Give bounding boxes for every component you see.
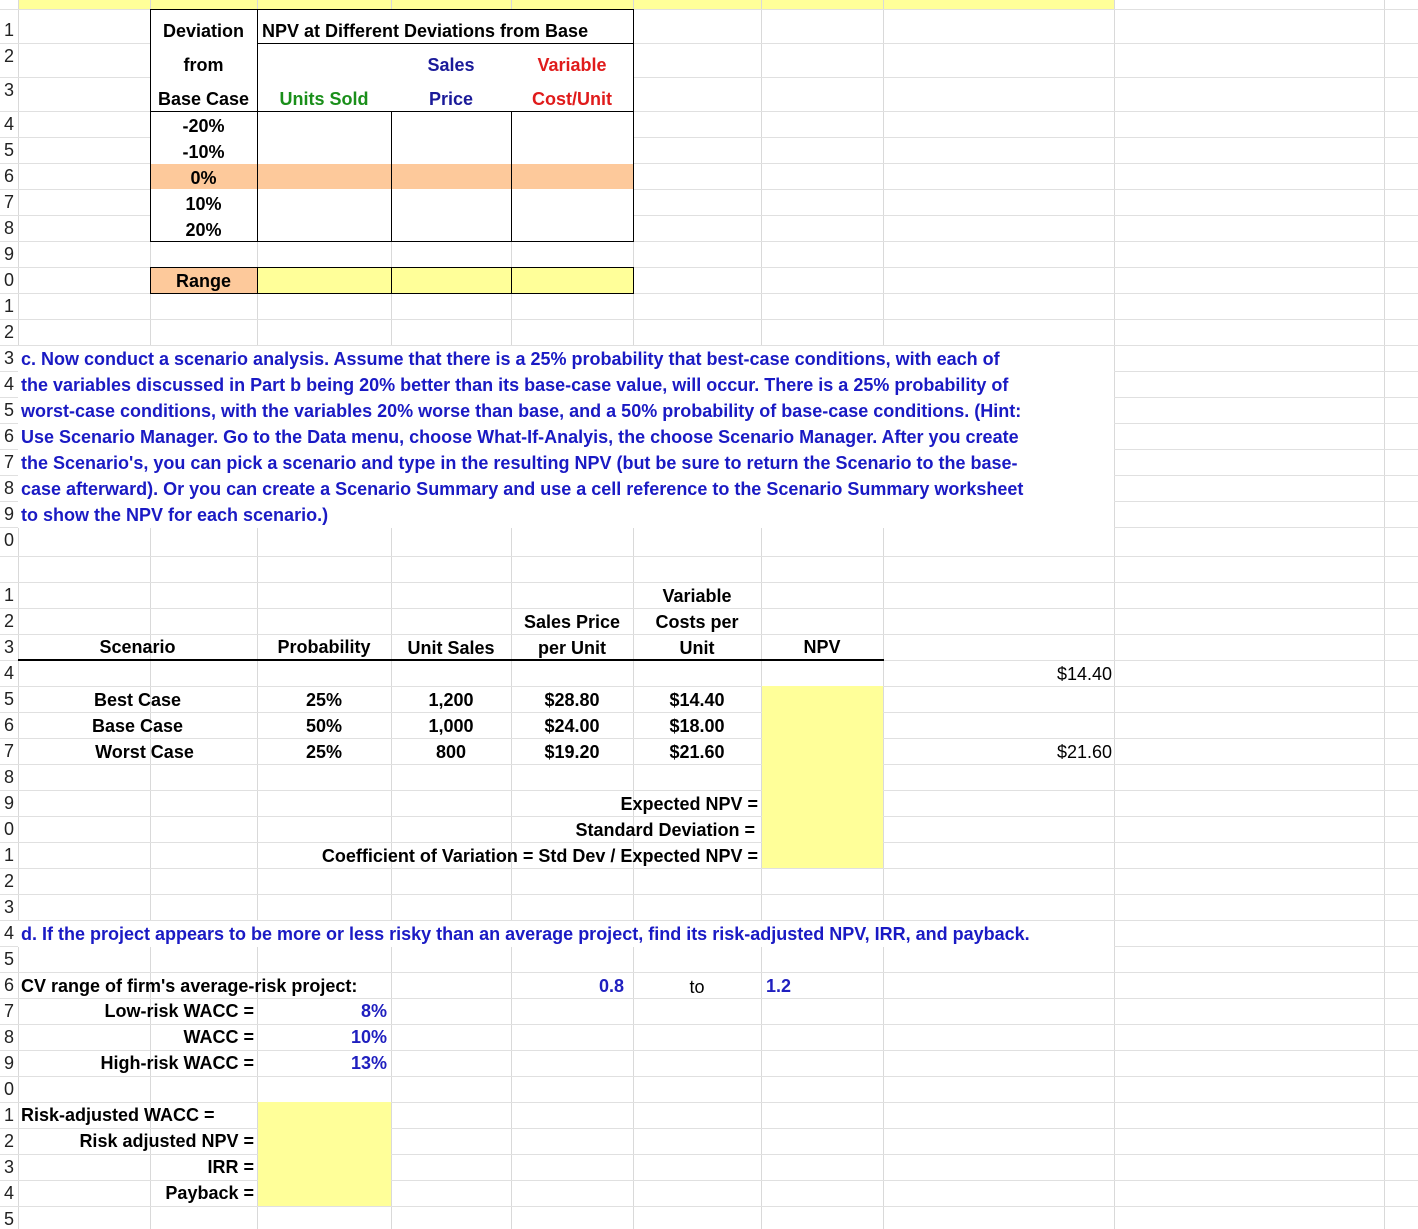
scenario-header-underline (18, 659, 884, 661)
sales-price-header-2: Price (428, 89, 474, 109)
npv-input-cells[interactable] (762, 686, 883, 868)
risk-adjusted-npv-label: Risk adjusted NPV = (79, 1131, 254, 1151)
scenario-unit-sales: 1,000 (428, 716, 474, 736)
row-number[interactable]: 3 (3, 348, 14, 368)
row-number[interactable]: 5 (3, 140, 14, 160)
side-value-2: $21.60 (1056, 742, 1112, 762)
row-line (0, 790, 1418, 791)
row-number[interactable]: 2 (3, 1131, 14, 1151)
row-number[interactable]: 1 (3, 1105, 14, 1125)
cv-range-label: CV range of firm's average-risk project: (21, 976, 358, 996)
row-line (0, 1076, 1418, 1077)
low-risk-wacc-value: 8% (360, 1001, 387, 1021)
scenario-unit-sales: 800 (435, 742, 467, 762)
top-highlight-row (18, 0, 1114, 9)
part-c-line: to show the NPV for each scenario.) (21, 505, 329, 525)
row-number[interactable]: 7 (3, 452, 14, 472)
row-number[interactable]: 5 (3, 400, 14, 420)
scenario-unit-sales: 1,200 (428, 690, 474, 710)
deviation-header-2: from (183, 55, 224, 75)
high-risk-wacc-value: 13% (350, 1053, 387, 1073)
variable-costs-header-2: Costs per (655, 612, 739, 632)
row-number[interactable]: 6 (3, 975, 14, 995)
row-number[interactable]: 1 (3, 845, 14, 865)
row-line (0, 842, 1418, 843)
row-number[interactable]: 8 (3, 478, 14, 498)
row-number[interactable]: 4 (3, 114, 14, 134)
part-c-line: c. Now conduct a scenario analysis. Assume that there is a 25% probability that best-case conditions, with each of (21, 349, 1000, 369)
deviation-header-3: Base Case (157, 89, 250, 109)
row-number[interactable]: 3 (3, 897, 14, 917)
payback-label: Payback = (165, 1183, 254, 1203)
irr-label: IRR = (207, 1157, 254, 1177)
deviation-value: 10% (185, 194, 222, 214)
row-line (0, 1024, 1418, 1025)
row-number[interactable]: 3 (3, 80, 14, 100)
row-line (0, 1154, 1418, 1155)
scenario-probability: 25% (305, 690, 343, 710)
column-line (1114, 0, 1115, 1229)
range-cell-price[interactable] (391, 267, 511, 293)
cv-to: to (689, 977, 705, 997)
unit-sales-header: Unit Sales (407, 638, 495, 658)
variable-costs-header-1: Variable (662, 586, 732, 606)
sales-price-unit-header-1: Sales Price (523, 612, 621, 632)
risk-adjusted-input-cells[interactable] (258, 1102, 391, 1206)
sales-price-unit-header-2: per Unit (537, 638, 606, 658)
row-number[interactable]: 3 (3, 1157, 14, 1177)
row-line (0, 738, 1418, 739)
row-line (0, 894, 1418, 895)
row-number[interactable]: 8 (3, 767, 14, 787)
scenario-name: Best Case (93, 690, 182, 710)
row-number[interactable]: 6 (3, 715, 14, 735)
part-c-line: Use Scenario Manager. Go to the Data menu, choose What-If-Analyis, the choose Scenario Manager. After you create (21, 427, 1019, 447)
row-number[interactable]: 2 (3, 46, 14, 66)
row-number[interactable]: 4 (3, 923, 14, 943)
row-number[interactable]: 5 (3, 949, 14, 969)
row-line (0, 1180, 1418, 1181)
low-risk-wacc-label: Low-risk WACC = (104, 1001, 254, 1021)
part-c-line: case afterward). Or you can create a Scenario Summary and use a cell reference to the Scenario Summary worksheet (21, 479, 1024, 499)
row-line (0, 608, 1418, 609)
row-number[interactable]: 9 (3, 504, 14, 524)
sensitivity-title: NPV at Different Deviations from Base (262, 21, 589, 41)
probability-header: Probability (277, 637, 371, 657)
scenario-vcost: $18.00 (669, 716, 725, 736)
row-number[interactable]: 0 (3, 819, 14, 839)
row-number[interactable]: 9 (3, 1053, 14, 1073)
cv-low: 0.8 (598, 976, 624, 996)
row-number[interactable]: 6 (3, 166, 14, 186)
std-dev-label: Standard Deviation = (575, 820, 755, 840)
row-line (0, 712, 1418, 713)
variable-costs-header-3: Unit (679, 638, 715, 658)
row-line (0, 1102, 1418, 1103)
column-line (883, 0, 884, 1229)
column-line (1384, 0, 1385, 1229)
row-number[interactable]: 7 (3, 1001, 14, 1021)
row-number[interactable]: 1 (3, 296, 14, 316)
deviation-value: 20% (185, 220, 222, 240)
row-line (0, 998, 1418, 999)
row-line (0, 686, 1418, 687)
deviation-value: 0% (190, 168, 217, 188)
column-line (761, 0, 762, 1229)
deviation-header-1: Deviation (162, 21, 245, 41)
deviation-value: -20% (182, 116, 225, 136)
row-number[interactable]: 4 (3, 663, 14, 683)
range-label: Range (175, 271, 231, 291)
row-number[interactable]: 8 (3, 218, 14, 238)
scenario-vcost: $21.60 (669, 742, 725, 762)
part-c-line: worst-case conditions, with the variables 20% worse than base, and a 50% probability of base-case conditions. (Hint: (21, 401, 1022, 421)
scenario-price: $19.20 (544, 742, 600, 762)
row-line (0, 972, 1418, 973)
row-number[interactable]: 1 (3, 20, 14, 40)
row-line (0, 816, 1418, 817)
row-number[interactable]: 0 (3, 530, 14, 550)
row-number[interactable]: 4 (3, 374, 14, 394)
row-number[interactable]: 0 (3, 1079, 14, 1099)
row-line (0, 582, 1418, 583)
row-number[interactable]: 1 (3, 585, 14, 605)
row-number[interactable]: 2 (3, 611, 14, 631)
row-line (0, 634, 1418, 635)
range-cell-units[interactable] (257, 267, 391, 293)
row-number[interactable]: 7 (3, 741, 14, 761)
part-d-question: d. If the project appears to be more or less risky than an average project, find its risk-adjusted NPV, IRR, and payback. (21, 924, 1030, 944)
units-sold-header: Units Sold (279, 89, 369, 109)
part-c-line: the variables discussed in Part b being 20% better than its base-case value, will occur. There is a 25% probability of (21, 375, 1009, 395)
row-line (0, 1128, 1418, 1129)
scenario-name: Worst Case (95, 742, 194, 762)
variable-cost-header-1: Variable (537, 55, 607, 75)
row-number[interactable]: 9 (3, 793, 14, 813)
wacc-value: 10% (350, 1027, 387, 1047)
scenario-price: $28.80 (544, 690, 600, 710)
scenario-probability: 50% (305, 716, 343, 736)
row-number[interactable]: 4 (3, 1183, 14, 1203)
scenario-vcost: $14.40 (669, 690, 725, 710)
row-line (0, 1206, 1418, 1207)
high-risk-wacc-label: High-risk WACC = (100, 1053, 254, 1073)
part-c-line: the Scenario's, you can pick a scenario and type in the resulting NPV (but be sure to return the Scenario to the base- (21, 453, 1018, 473)
row-line (0, 556, 1418, 557)
row-line (0, 868, 1418, 869)
row-number[interactable]: 5 (3, 689, 14, 709)
scenario-price: $24.00 (544, 716, 600, 736)
scenario-name: Base Case (91, 716, 184, 736)
side-value-1: $14.40 (1056, 664, 1112, 684)
row-number[interactable]: 3 (3, 637, 14, 657)
variable-cost-header-2: Cost/Unit (532, 89, 612, 109)
row-number[interactable]: 8 (3, 1027, 14, 1047)
cv-label: Coefficient of Variation = Std Dev / Expected NPV = (321, 846, 758, 866)
row-number[interactable]: 7 (3, 192, 14, 212)
row-number[interactable]: 9 (3, 244, 14, 264)
risk-adjusted-wacc-label: Risk-adjusted WACC = (21, 1105, 215, 1125)
row-number[interactable]: 2 (3, 322, 14, 342)
row-number[interactable]: 0 (3, 270, 14, 290)
wacc-label: WACC = (183, 1027, 254, 1047)
row-number[interactable]: 5 (3, 1209, 14, 1229)
row-number[interactable]: 6 (3, 426, 14, 446)
deviation-value: -10% (182, 142, 225, 162)
scenario-probability: 25% (305, 742, 343, 762)
row-number[interactable]: 2 (3, 871, 14, 891)
row-line (0, 764, 1418, 765)
cv-high: 1.2 (766, 976, 792, 996)
scenario-header: Scenario (99, 637, 176, 657)
range-cell-cost[interactable] (511, 267, 633, 293)
row-line (0, 319, 1418, 320)
sales-price-header-1: Sales (427, 55, 475, 75)
row-line (0, 1050, 1418, 1051)
npv-header: NPV (803, 637, 841, 657)
expected-npv-label: Expected NPV = (620, 794, 758, 814)
